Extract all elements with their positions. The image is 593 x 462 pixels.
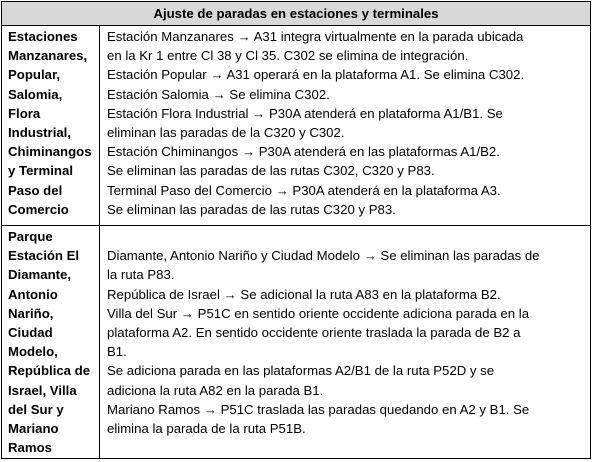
- description-line: Terminal Paso del Comercio → P30A atenderá en la plataforma A3.: [107, 182, 501, 198]
- row-label-line: Nariño,: [8, 305, 54, 321]
- description-line: República de Israel → Se adicional la ruta A83 en la plataforma B2.: [107, 286, 501, 302]
- description-line: B1.: [107, 344, 127, 360]
- table-row: [2, 226, 590, 458]
- description-line: Estación Popular → A31 operará en la plataforma A1. Se elimina C302.: [107, 67, 525, 83]
- row-label-line: y Terminal: [8, 163, 73, 179]
- description-line: Estación Flora Industrial → P30A atenderá en plataforma A1/B1. Se: [107, 105, 503, 121]
- description-line: Estación Salomia → Se elimina C302.: [107, 86, 330, 102]
- table-row: [2, 26, 590, 226]
- description-line: eliminan las paradas de la C320 y C302.: [107, 125, 345, 141]
- row-label-line: Modelo,: [8, 344, 58, 360]
- table-title: Ajuste de paradas en estaciones y terminales: [2, 2, 590, 26]
- row-label-line: Estación El: [8, 248, 80, 264]
- row-label-line: Parque: [8, 229, 53, 244]
- spacer: [107, 227, 586, 246]
- description-line: Villa del Sur → P51C en sentido oriente occidente adiciona parada en la: [107, 305, 530, 321]
- description-line: Se adiciona parada en las plataformas A2/B1 de la ruta P52D y se: [107, 363, 495, 379]
- row-label-line: Diamante,: [8, 267, 72, 283]
- row-label-line: República de: [8, 363, 91, 379]
- row-label-line: Popular,: [8, 67, 61, 83]
- row-label-line: Flora: [8, 105, 41, 121]
- row-label-line: Antonio: [8, 286, 58, 302]
- description-line: Se eliminan las paradas de las rutas C302, C320 y P83.: [107, 163, 435, 179]
- row-label-line: Israel, Villa: [8, 382, 77, 398]
- row-label-line: Manzanares,: [8, 48, 88, 64]
- row-label-line: Chiminangos: [8, 144, 92, 160]
- row-label-line: Estaciones: [8, 29, 78, 44]
- row-label-line: Industrial,: [8, 125, 72, 141]
- row-label-line: Ciudad: [8, 325, 53, 341]
- description-line: Estación Chiminangos → P30A atenderá en las plataformas A1/B2.: [107, 144, 500, 160]
- stops-adjustment-table: [1, 1, 591, 459]
- description-line: en la Kr 1 entre Cl 38 y Cl 35. C302 se elimina de integración.: [107, 48, 469, 64]
- row-description: [101, 26, 590, 225]
- row-label: [2, 26, 100, 225]
- description-line: elimina la parada de la ruta P51B.: [107, 421, 306, 437]
- row-label: [2, 226, 100, 458]
- description-line: Se eliminan las paradas de las rutas C320 y P83.: [107, 201, 396, 217]
- description-line: adiciona la ruta A82 en la parada B1.: [107, 382, 324, 398]
- description-line: la ruta P83.: [107, 267, 175, 283]
- row-description: [101, 226, 590, 458]
- row-label-line: del Sur y: [8, 401, 64, 417]
- row-label-line: Comercio: [8, 201, 69, 217]
- row-label-line: Salomia,: [8, 86, 63, 102]
- description-line: Estación Manzanares → A31 integra virtualmente en la parada ubicada: [107, 29, 524, 44]
- description-line: plataforma A2. En sentido occidente oriente traslada la parada de B2 a: [107, 325, 521, 340]
- row-label-line: Mariano: [8, 421, 59, 437]
- row-label-line: Paso del: [8, 182, 63, 198]
- description-line: Diamante, Antonio Nariño y Ciudad Modelo → Se eliminan las paradas de: [107, 248, 540, 264]
- row-label-line: Ramos: [8, 440, 52, 456]
- description-line: Mariano Ramos → P51C traslada las paradas quedando en A2 y B1. Se: [107, 401, 530, 417]
